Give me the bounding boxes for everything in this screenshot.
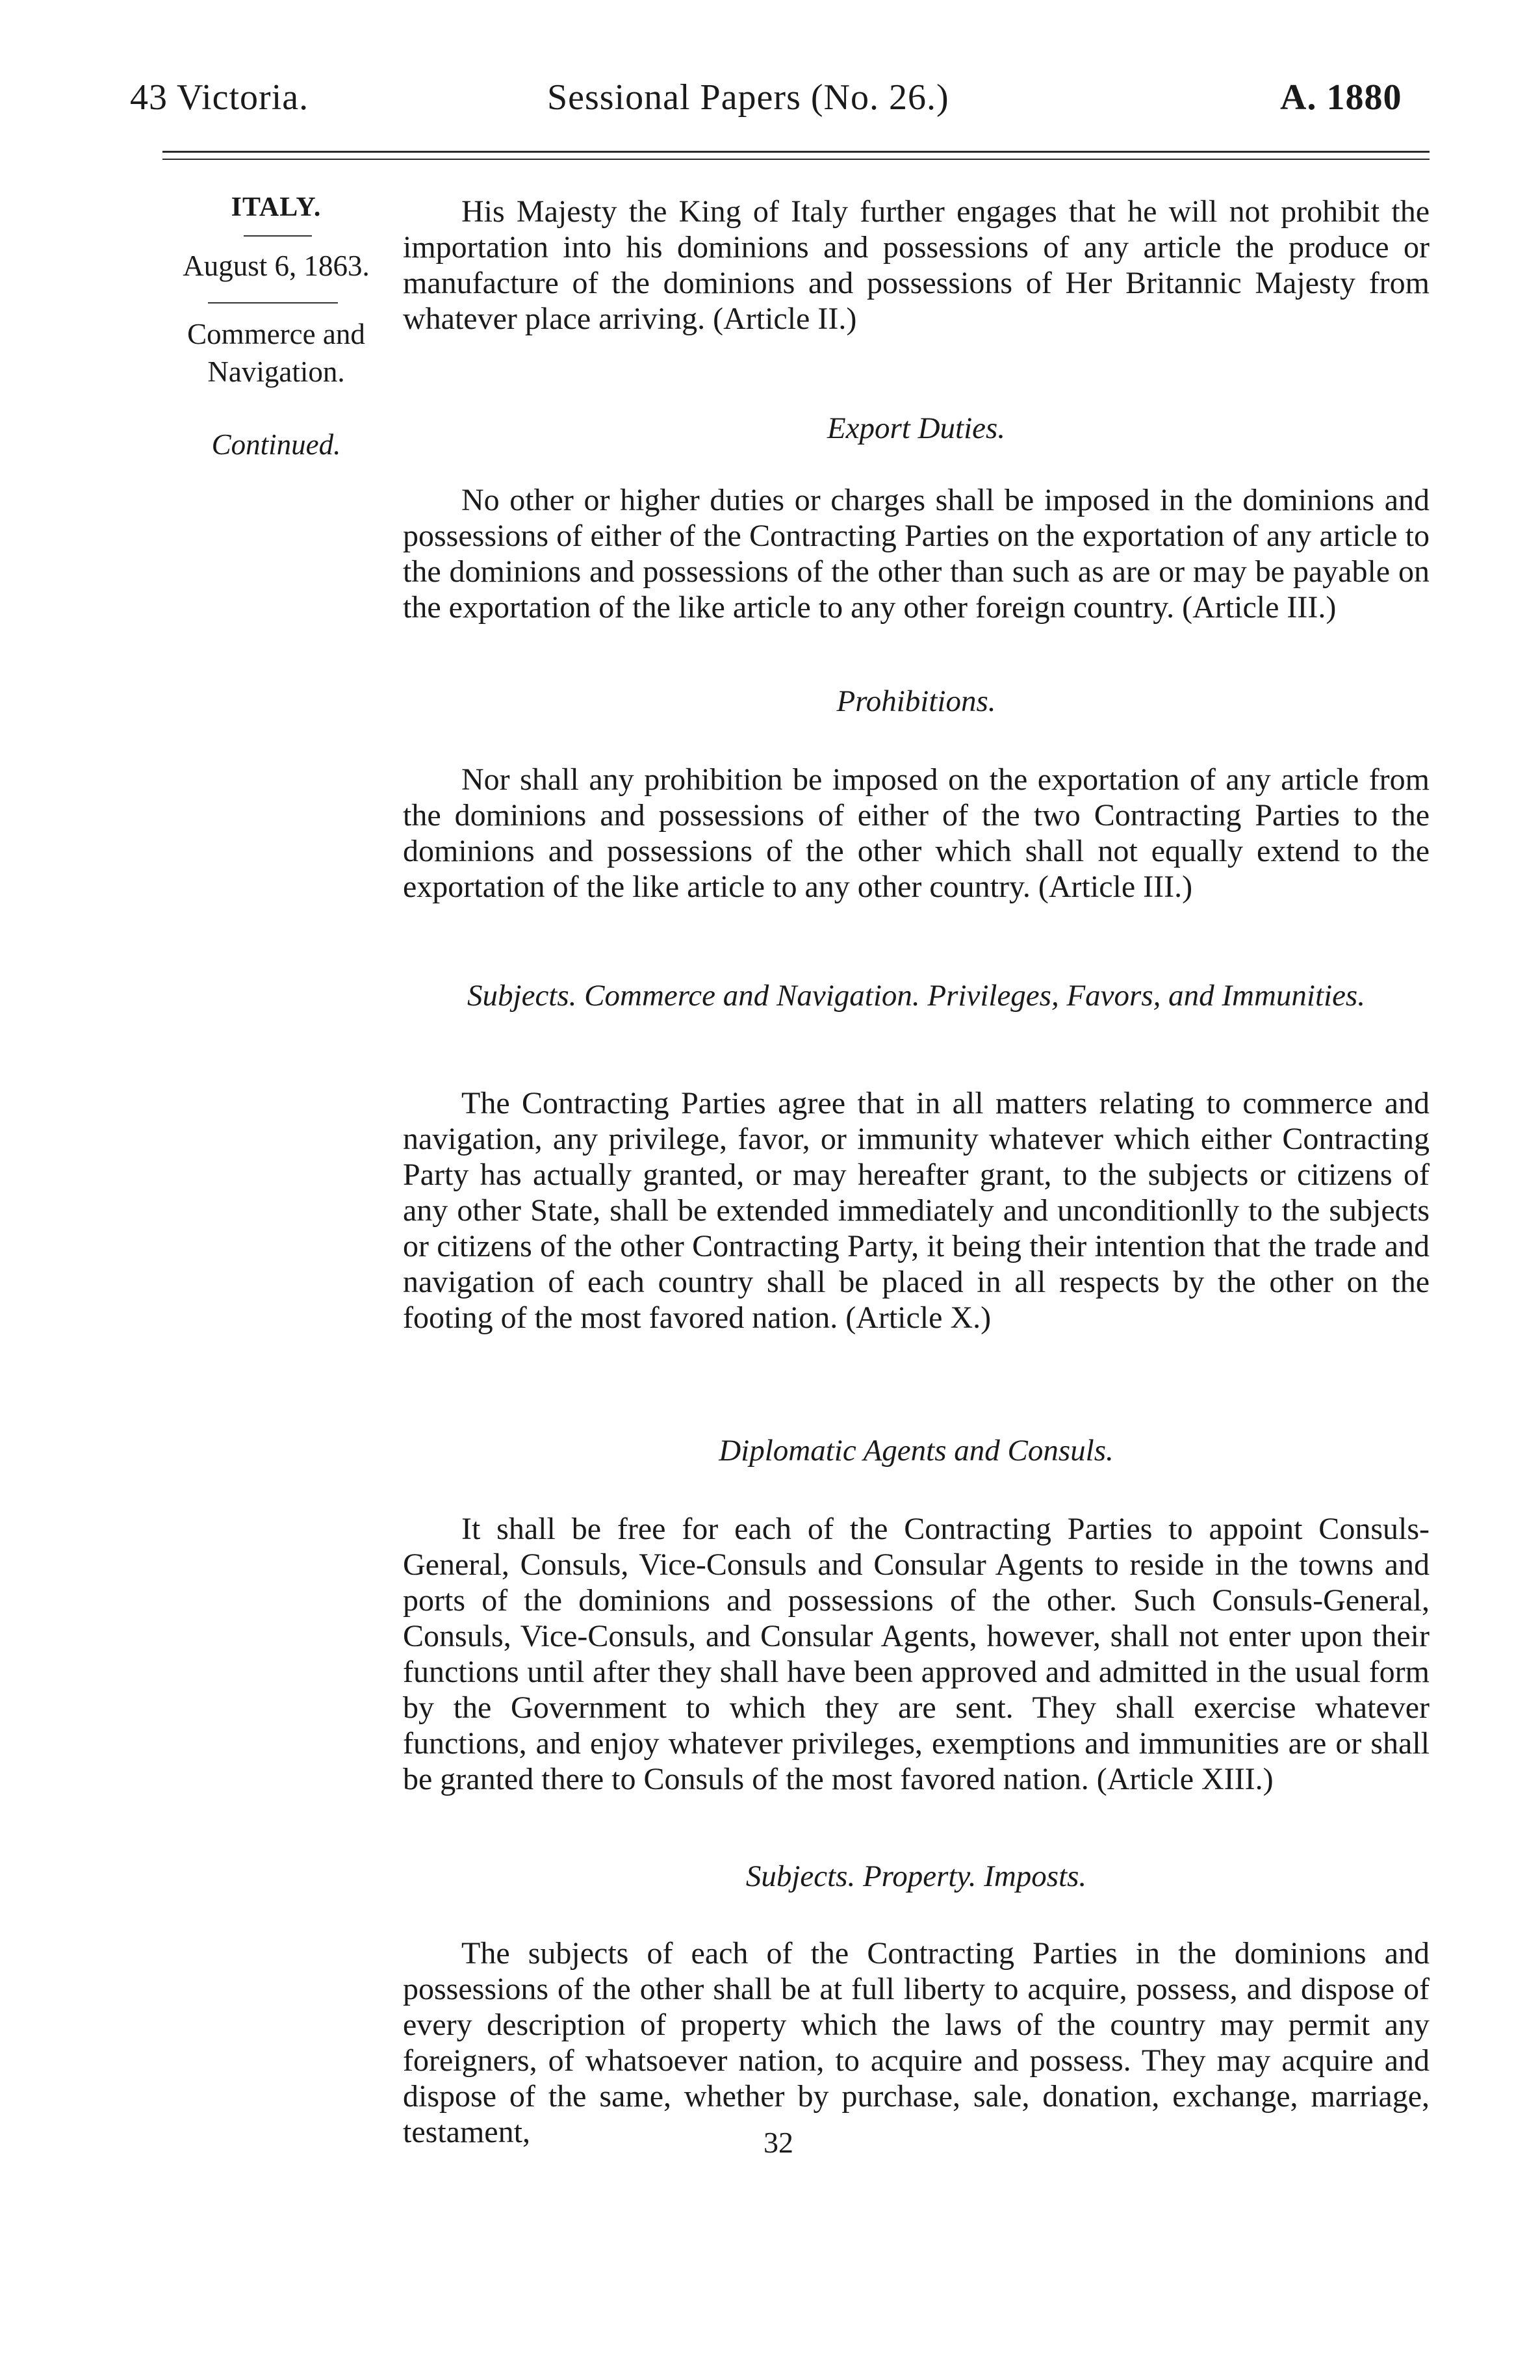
paragraph	[403, 1511, 1430, 1797]
margin-rule	[208, 302, 338, 304]
header-rule	[162, 151, 1430, 153]
paragraph-text: His Majesty the King of Italy further engages that he will not prohibit the importation into his dominions and possessions of any article the produce or manufacture of the dominions and possessions of Her Britannic Majesty from whatever place arriving. (Article II.)	[403, 194, 1430, 336]
section-heading-text: Subjects. Property. Imposts.	[745, 1859, 1087, 1893]
header-title: Sessional Papers (No. 26.)	[547, 77, 949, 118]
paragraph-text: The Contracting Parties agree that in all matters relating to commerce and navigation, any privilege, favor, or immunity whatever which either Contracting Party has actually granted, or may hereafter grant, to the subjects or citizens of any other State, shall be extended immediately and unconditionlly to the subjects or citizens of the other Contracting Party, it being their intention that the trade and navigation of each country shall be placed in all respects by the other on the footing of the most favored nation. (Article X.)	[403, 1086, 1430, 1335]
section-heading-text: Prohibitions.	[836, 684, 996, 718]
margin-date: August 6, 1863.	[183, 250, 370, 282]
paragraph-text: Nor shall any prohibition be imposed on the exportation of any article from the dominions and possessions of either of the two Contracting Parties to the dominions and possessions of the other which shall not equally extend to the exportation of the like article to any other country. (Article III.)	[403, 762, 1430, 904]
section-heading	[403, 1859, 1430, 1895]
paragraph-text: It shall be free for each of the Contracting Parties to appoint Consuls-General, Consuls, Vice-Consuls and Consular Agents to reside in the towns and ports of the dominions and possessions of the other. Such Consuls-General, Consuls, Vice-Consuls, and Consular Agents, however, shall not enter upon their functions until after they shall have been approved and admitted in the usual form by the Government to which they are sent. They shall exercise whatever functions, and enjoy whatever privileges, exemptions and immunities are or shall be granted there to Consuls of the most favored nation. (Article XIII.)	[403, 1512, 1430, 1796]
page-number: 32	[764, 2126, 793, 2159]
paragraph	[403, 1935, 1430, 2150]
margin-country: ITALY.	[231, 192, 322, 222]
margin-subject: Navigation.	[207, 356, 345, 388]
section-heading-text: Export Duties.	[827, 411, 1006, 445]
header-rule-thin	[162, 159, 1430, 160]
section-heading-text: Subjects. Commerce and Navigation. Privileges, Favors, and Immunities.	[467, 979, 1365, 1013]
section-heading	[403, 1433, 1430, 1469]
section-heading	[403, 978, 1430, 1014]
margin-subject: Commerce and	[187, 318, 365, 350]
paragraph-text: No other or higher duties or charges shall be imposed in the dominions and possessions of either of the Contracting Parties on the exportation of any article to the dominions and possessions of the other than such as are or may be payable on the exportation of the like article to any other foreign country. (Article III.)	[403, 483, 1430, 625]
paragraph	[403, 482, 1430, 625]
margin-rule	[244, 235, 312, 237]
section-heading	[403, 684, 1430, 719]
header-volume: 43 Victoria.	[130, 77, 309, 118]
header-year: A. 1880	[1280, 77, 1402, 118]
paragraph	[403, 194, 1430, 337]
section-heading	[403, 411, 1430, 446]
paragraph	[403, 1085, 1430, 1336]
margin-continued: Continued.	[211, 428, 341, 461]
section-heading-text: Diplomatic Agents and Consuls.	[719, 1434, 1114, 1468]
paragraph-text: The subjects of each of the Contracting Parties in the dominions and possessions of the other shall be at full liberty to acquire, possess, and dispose of every description of property which the laws of the country may permit any foreigners, of whatsoever nation, to acquire and possess. They may acquire and dispose of the same, whether by purchase, sale, donation, exchange, marriage, testament,	[403, 1936, 1430, 2149]
paragraph	[403, 762, 1430, 905]
